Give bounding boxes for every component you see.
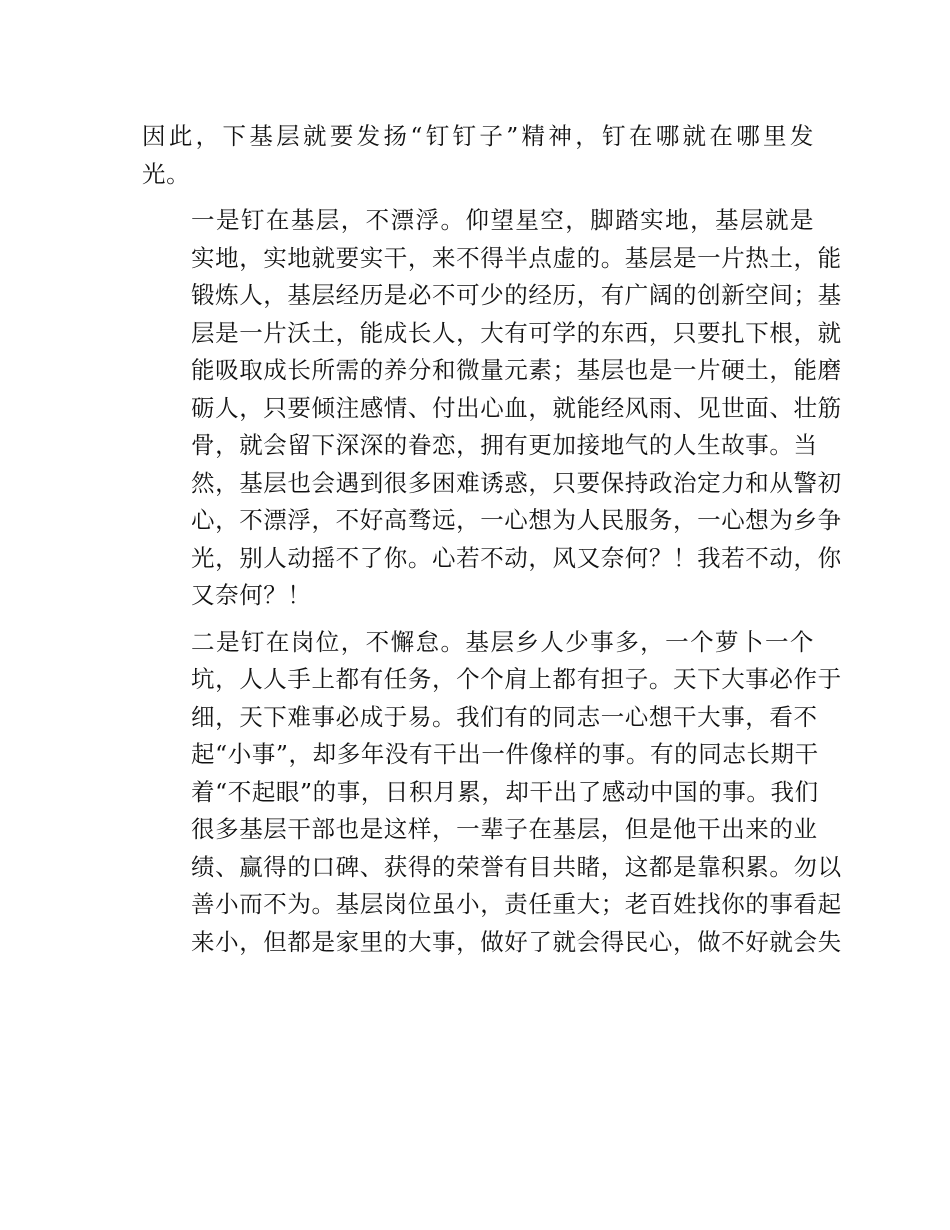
text-line: 来小，但都是家里的大事，做好了就会得民心，做不好就会失 (191, 927, 842, 956)
text-line: 心，不漂浮，不好高骛远，一心想为人民服务，一心想为乡争 (191, 506, 842, 534)
text-line: 砺人，只要倾注感情、付出心血，就能经风雨、见世面、壮筋 (191, 393, 842, 422)
text-line: 着“不起眼”的事，日积月累，却干出了感动中国的事。我们 (191, 777, 819, 806)
body-text (142, 118, 842, 970)
text-line: 绩、赢得的口碑、获得的荣誉有目共睹，这都是靠积累。勿以 (191, 852, 842, 881)
text-line: 锻炼人，基层经历是必不可少的经历，有广阔的创新空间；基 (191, 281, 842, 309)
text-line: 光。 (142, 159, 191, 188)
text-line: 层是一片沃土，能成长人，大有可学的东西，只要扎下根，就 (191, 318, 842, 347)
text-line: 实地，实地就要实干，来不得半点虚的。基层是一片热土，能 (191, 243, 842, 272)
paragraph-point-two (142, 624, 842, 962)
paragraph-intro (142, 118, 814, 193)
text-line: 二是钉在岗位，不懈怠。基层乡人少事多，一个萝卜一个 (191, 627, 814, 656)
text-line: 能吸取成长所需的养分和微量元素；基层也是一片硬土，能磨 (191, 356, 842, 384)
paragraph-point-one (142, 202, 842, 615)
text-line: 因此，下基层就要发扬“钉钉子”精神，钉在哪就在哪里发 (142, 122, 814, 150)
text-line: 起“小事”，却多年没有干出一件像样的事。有的同志长期干 (191, 740, 819, 768)
text-line: 坑，人人手上都有任务，个个肩上都有担子。天下大事必作于 (191, 665, 842, 693)
text-line: 然，基层也会遇到很多困难诱惑，只要保持政治定力和从警初 (191, 468, 842, 497)
text-line: 善小而不为。基层岗位虽小，责任重大；老百姓找你的事看起 (191, 890, 842, 918)
text-line: 光，别人动摇不了你。心若不动，风又奈何？！我若不动，你 (191, 543, 842, 572)
text-line: 一是钉在基层，不漂浮。仰望星空，脚踏实地，基层就是 (191, 206, 814, 234)
text-line: 很多基层干部也是这样，一辈子在基层，但是他干出来的业 (191, 815, 818, 843)
text-line: 骨，就会留下深深的眷恋，拥有更加接地气的人生故事。当 (191, 431, 818, 459)
text-line: 又奈何？！ (191, 581, 312, 609)
text-line: 细，天下难事必成于易。我们有的同志一心想干大事，看不 (191, 702, 818, 731)
